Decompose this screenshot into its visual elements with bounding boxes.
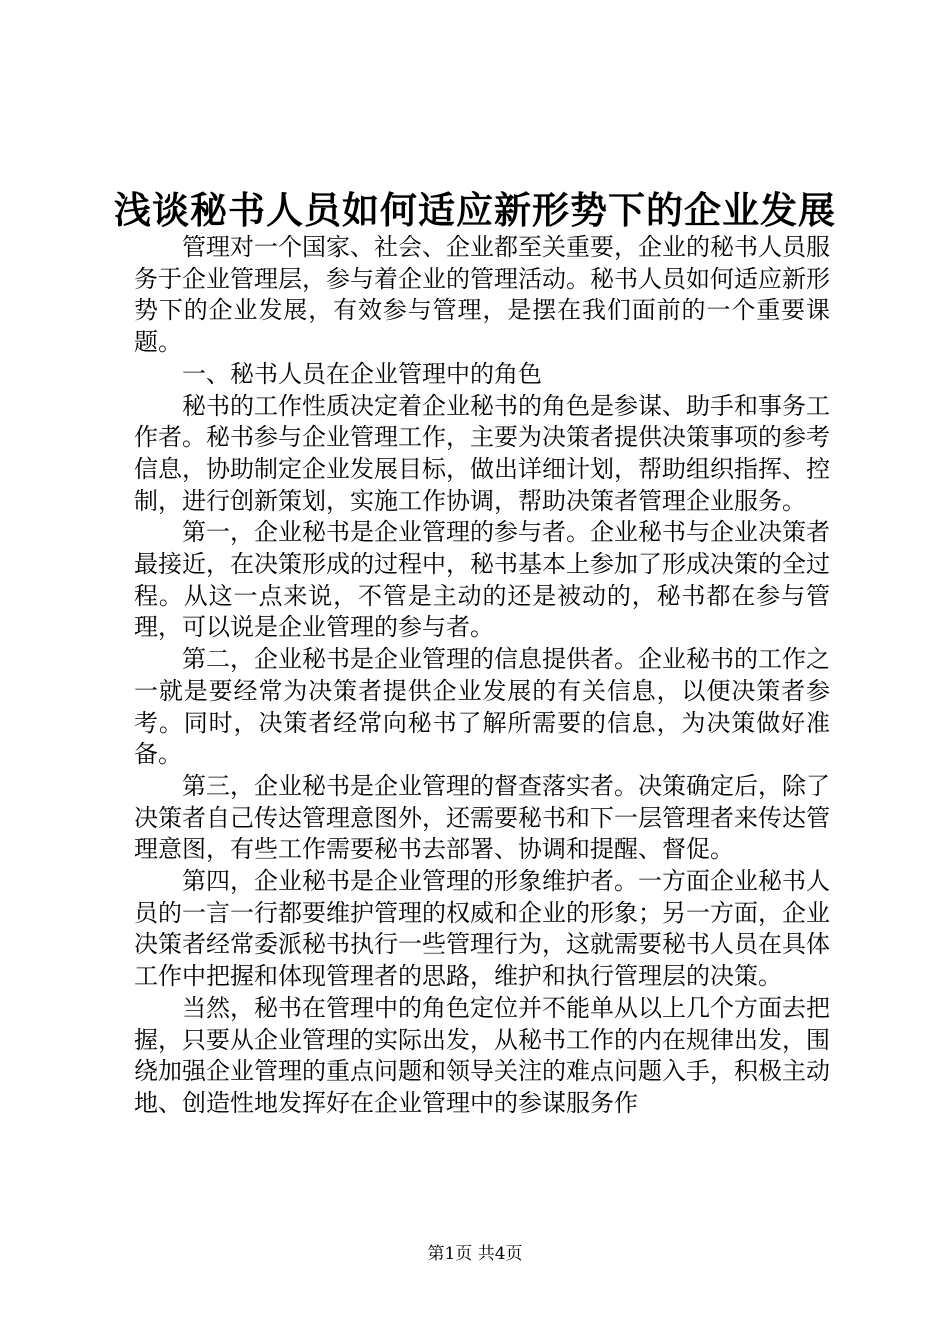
paragraph-second: 第二，企业秘书是企业管理的信息提供者。企业秘书的工作之一就是要经常为决策者提供企业发展的有关信息，以便决策者参考。同时，决策者经常向秘书了解所需要的信息，为决策做好准备。 [134,645,830,769]
page-footer: 第1页 共4页 [427,1244,523,1264]
paragraph-first: 第一，企业秘书是企业管理的参与者。企业秘书与企业决策者最接近，在决策形成的过程中，秘书基本上参加了形成决策的全过程。从这一点来说，不管是主动的还是被动的，秘书都在参与管理，可以说是企业管理的参与者。 [134,518,830,642]
paragraph-intro: 管理对一个国家、社会、企业都至关重要，企业的秘书人员服务于企业管理层，参与着企业的管理活动。秘书人员如何适应新形势下的企业发展，有效参与管理，是摆在我们面前的一个重要课题。 [134,233,830,357]
paragraph-conclusion: 当然，秘书在管理中的角色定位并不能单从以上几个方面去把握，只要从企业管理的实际出发，从秘书工作的内在规律出发，围绕加强企业管理的重点问题和领导关注的难点问题入手，积极主动地、创造性地发挥好在企业管理中的参谋服务作 [134,993,830,1117]
section-heading: 一、秘书人员在企业管理中的角色 [182,359,542,388]
paragraph-fourth: 第四，企业秘书是企业管理的形象维护者。一方面企业秘书人员的一言一行都要维护管理的权威和企业的形象；另一方面，企业决策者经常委派秘书执行一些管理行为，这就需要秘书人员在具体工作中把握和体现管理者的思路，维护和执行管理层的决策。 [134,867,830,991]
document-title: 浅谈秘书人员如何适应新形势下的企业发展 [114,188,836,232]
paragraph-role-overview: 秘书的工作性质决定着企业秘书的角色是参谋、助手和事务工作者。秘书参与企业管理工作，主要为决策者提供决策事项的参考信息，协助制定企业发展目标，做出详细计划，帮助组织指挥、控制，进行创新策划，实施工作协调，帮助决策者管理企业服务。 [134,391,830,515]
document-body [134,232,830,1120]
paragraph-third: 第三，企业秘书是企业管理的督查落实者。决策确定后，除了决策者自己传达管理意图外，还需要秘书和下一层管理者来传达管理意图，有些工作需要秘书去部署、协调和提醒、督促。 [134,771,830,864]
